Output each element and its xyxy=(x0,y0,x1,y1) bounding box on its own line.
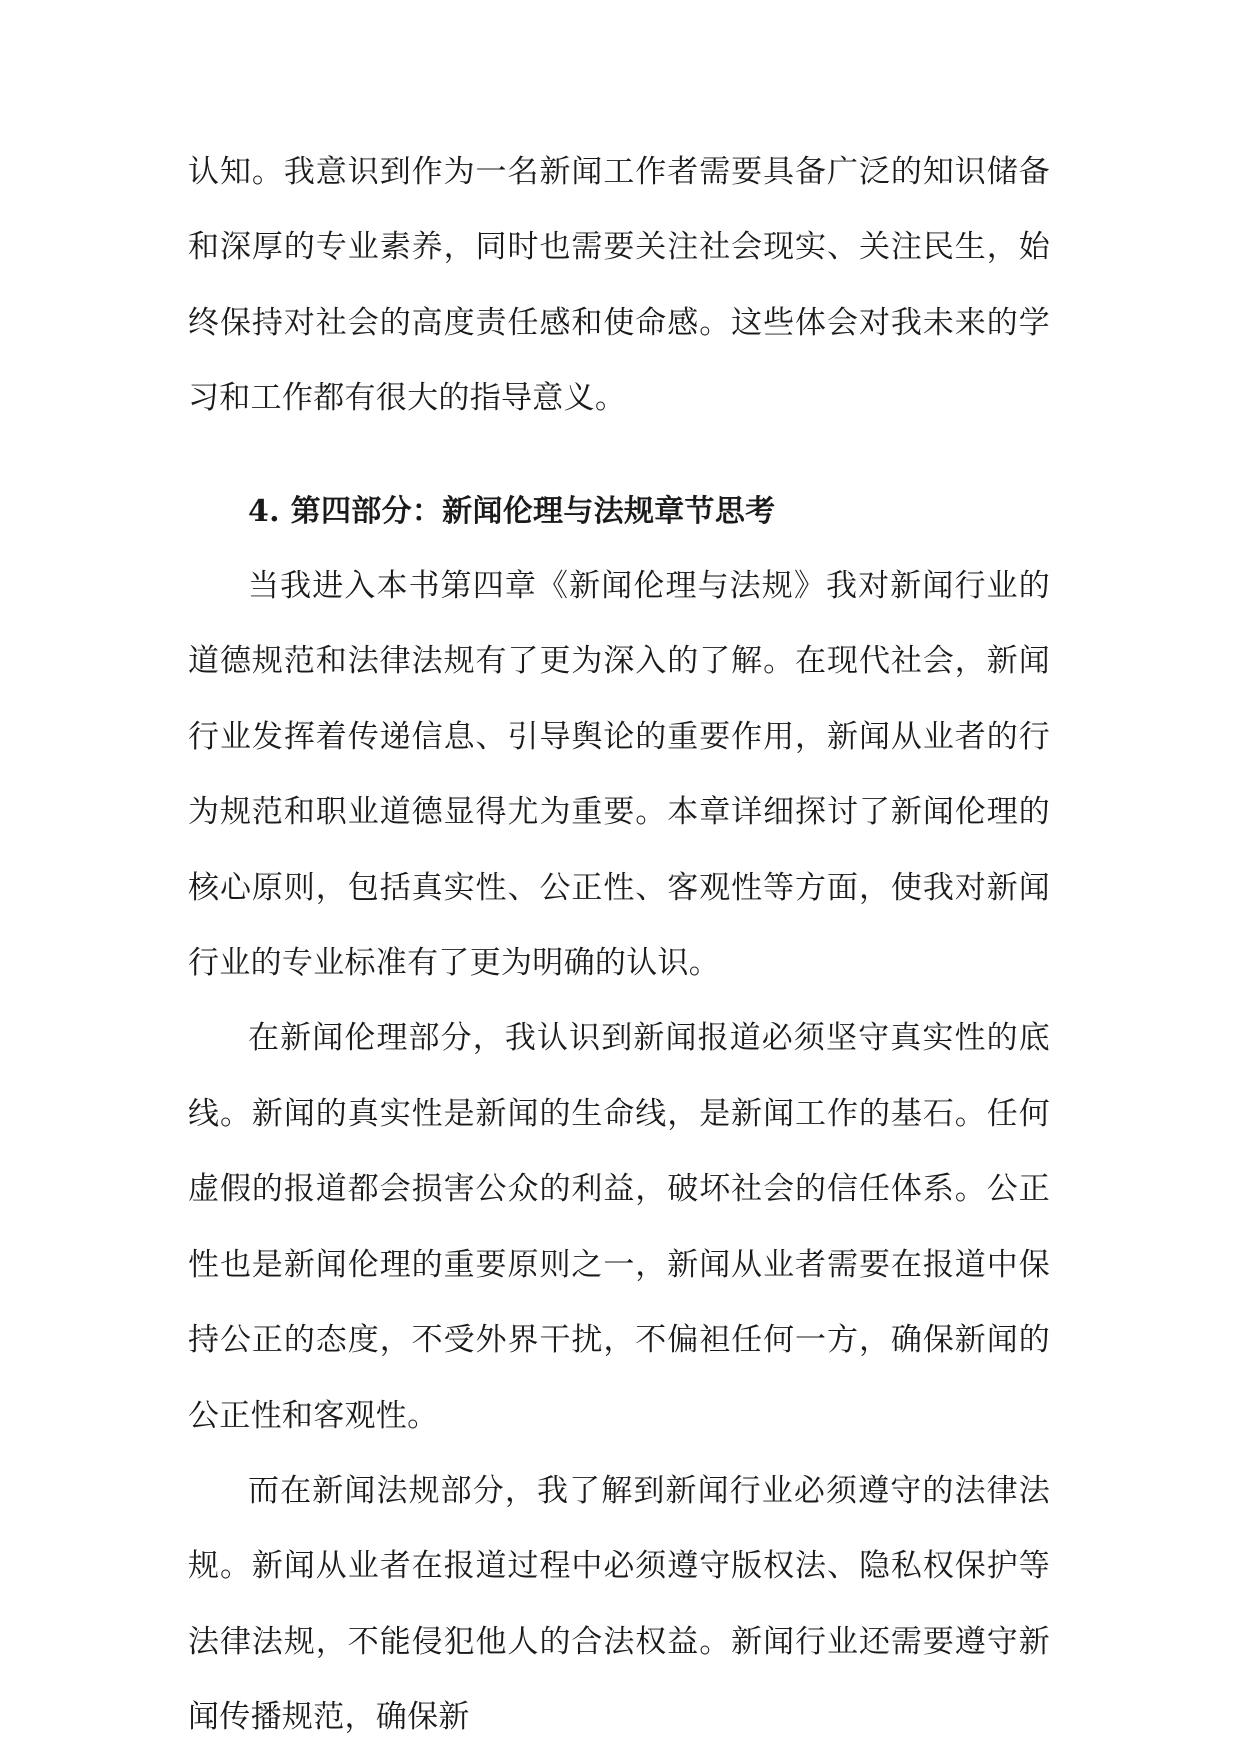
section-paragraph-3: 而在新闻法规部分，我了解到新闻行业必须遵守的法律法规。新闻从业者在报道过程中必须遵守版权法、隐私权保护等法律法规，不能侵犯他人的合法权益。新闻行业还需要遵守新闻传播规范，确保新 xyxy=(188,1472,1050,1736)
body-text xyxy=(188,135,1050,1756)
section-paragraph-1: 当我进入本书第四章《新闻伦理与法规》我对新闻行业的道德规范和法律法规有了更为深入的了解。在现代社会，新闻行业发挥着传递信息、引导舆论的重要作用，新闻从业者的行为规范和职业道德显得尤为重要。本章详细探讨了新闻伦理的核心原则，包括真实性、公正性、客观性等方面，使我对新闻行业的专业标准有了更为明确的认识。 xyxy=(188,568,1050,982)
section-heading: 4. 第四部分：新闻伦理与法规章节思考 xyxy=(248,493,776,529)
section-paragraph-2: 在新闻伦理部分，我认识到新闻报道必须坚守真实性的底线。新闻的真实性是新闻的生命线，是新闻工作的基石。任何虚假的报道都会损害公众的利益，破坏社会的信任体系。公正性也是新闻伦理的重要原则之一，新闻从业者需要在报道中保持公正的态度，不受外界干扰，不偏袒任何一方，确保新闻的公正性和客观性。 xyxy=(188,1020,1050,1434)
paragraph-continuation: 认知。我意识到作为一名新闻工作者需要具备广泛的知识储备和深厚的专业素养，同时也需要关注社会现实、关注民生，始终保持对社会的高度责任感和使命感。这些体会对我未来的学习和工作都有很大的指导意义。 xyxy=(188,154,1050,417)
